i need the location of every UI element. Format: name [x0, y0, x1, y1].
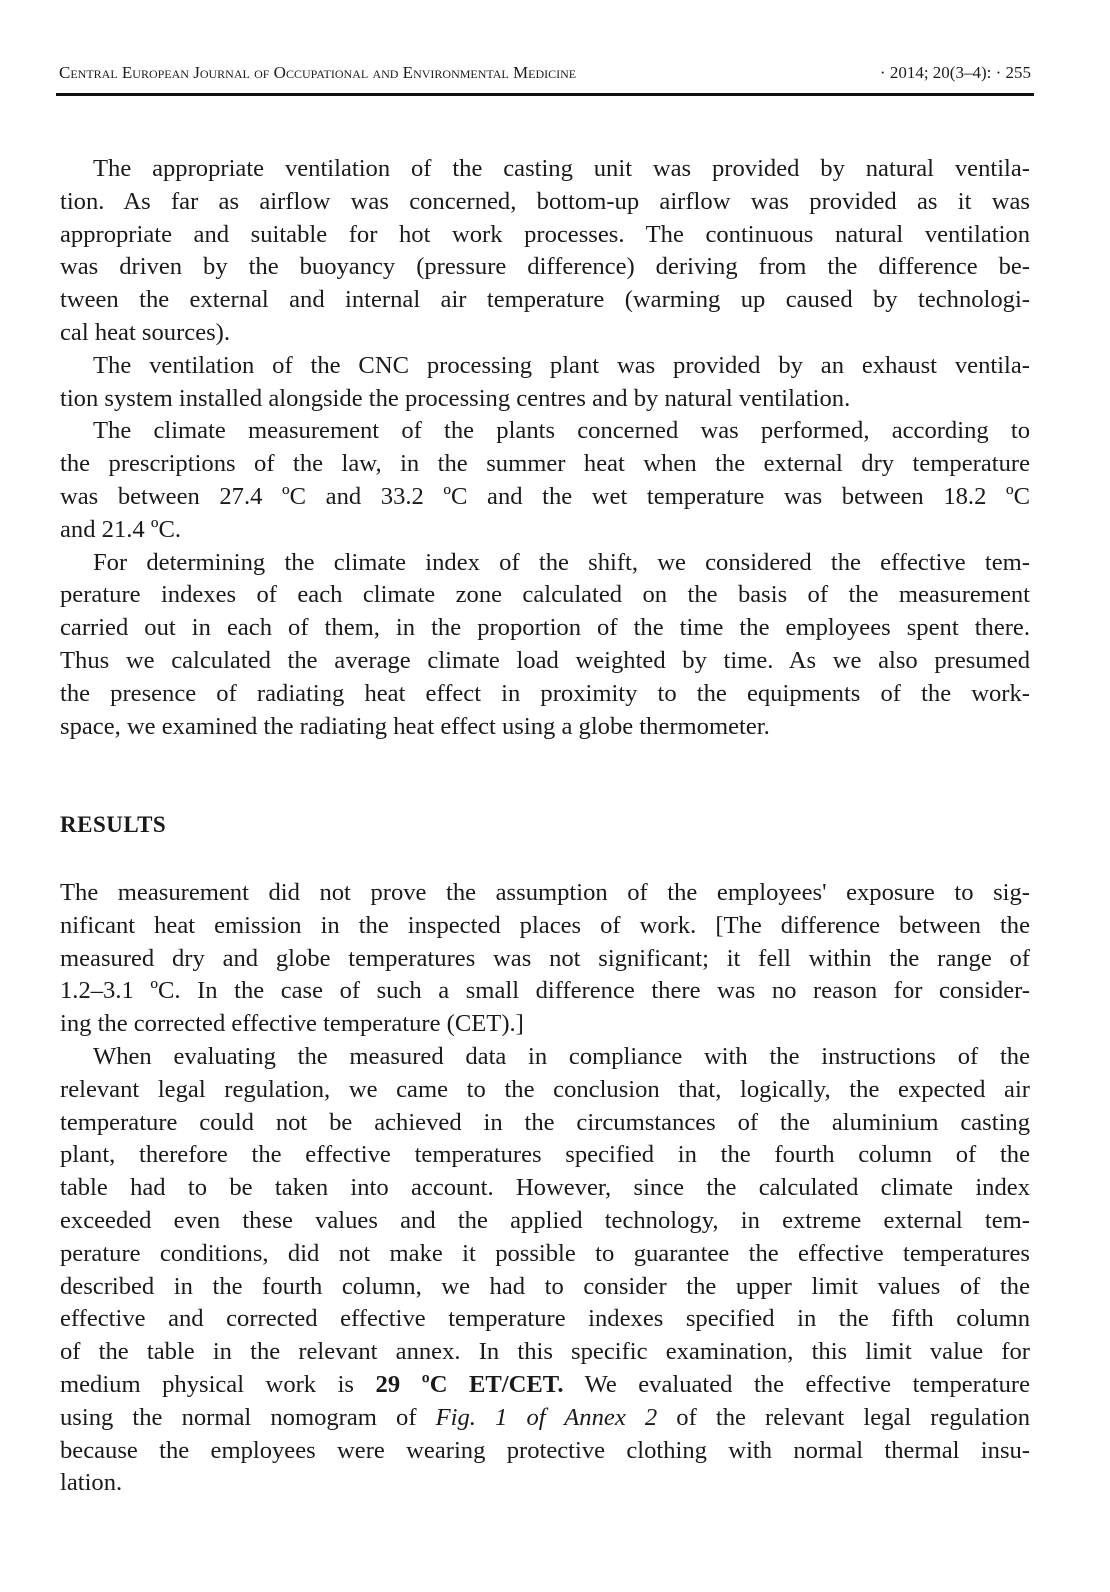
- text-line: carried out in each of them, in the proportion of the time the employees spent there.: [60, 614, 1030, 642]
- text-line: the prescriptions of the law, in the summer heat when the external dry temperature: [60, 450, 1030, 478]
- text-line: The measurement did not prove the assumption of the employees' exposure to sig-: [60, 879, 1030, 906]
- text-line: cal heat sources).: [60, 318, 231, 346]
- journal-title: Central European Journal of Occupational and Environmental Medicine: [59, 63, 577, 82]
- section-heading-results: RESULTS: [60, 812, 167, 837]
- text-line: plant, therefore the effective temperatures specified in the fourth column of the: [60, 1141, 1030, 1169]
- text-line: temperature could not be achieved in the circumstances of the aluminium casting: [60, 1108, 1030, 1136]
- text-line: perature indexes of each climate zone calculated on the basis of the measurement: [60, 581, 1030, 609]
- paragraph-climate-measurement: [60, 415, 1030, 546]
- paragraph-ventilation-casting: [60, 153, 1030, 350]
- text-line: The appropriate ventilation of the casting unit was provided by natural ventila-: [93, 155, 1030, 182]
- figure-reference: Fig. 1 of Annex 2: [435, 1403, 658, 1431]
- text-line: When evaluating the measured data in compliance with the instructions of the: [93, 1042, 1030, 1070]
- text-line: tween the external and internal air temperature (warming up caused by technologi-: [60, 286, 1030, 314]
- text-line: [60, 1369, 1030, 1402]
- text-line: was driven by the buoyancy (pressure difference) deriving from the difference be-: [60, 253, 1030, 281]
- text-line: described in the fourth column, we had to consider the upper limit values of the: [60, 1272, 1030, 1300]
- text-line: measured dry and globe temperatures was not significant; it fell within the range of: [60, 944, 1030, 972]
- text-line: The ventilation of the CNC processing plant was provided by an exhaust ventila-: [93, 351, 1030, 379]
- text-line: and 21.4 ºC.: [60, 515, 182, 543]
- text-line: tion. As far as airflow was concerned, bottom-up airflow was provided as it was: [60, 187, 1030, 215]
- text-line: [60, 1402, 1030, 1435]
- text-line: exceeded even these values and the applied technology, in extreme external tem-: [60, 1206, 1030, 1234]
- paragraph-evaluation: [60, 1041, 1030, 1500]
- text-line: the presence of radiating heat effect in proximity to the equipments of the work-: [60, 679, 1030, 707]
- text-line: appropriate and suitable for hot work processes. The continuous natural ventilation: [60, 220, 1030, 248]
- text-run: using the normal nomogram of: [60, 1403, 436, 1431]
- text-line: effective and corrected effective temperature indexes specified in the fifth column: [60, 1305, 1030, 1333]
- text-line: Thus we calculated the average climate load weighted by time. As we also presumed: [60, 646, 1030, 674]
- text-line: was between 27.4 ºC and 33.2 ºC and the wet temperature was between 18.2 ºC: [60, 482, 1030, 510]
- text-line: perature conditions, did not make it possible to guarantee the effective temperatures: [60, 1239, 1030, 1267]
- paragraph-heat-emission: [60, 877, 1030, 1041]
- text-line: For determining the climate index of the shift, we considered the effective tem-: [93, 548, 1030, 576]
- header-rule: [56, 93, 1034, 96]
- text-line: table had to be taken into account. However, since the calculated climate index: [60, 1174, 1030, 1202]
- results-section: [60, 877, 1030, 1500]
- methods-continuation: [60, 153, 1030, 743]
- text-line: space, we examined the radiating heat effect using a globe thermometer.: [60, 712, 770, 740]
- paragraph-climate-index: [60, 547, 1030, 744]
- text-line: of the table in the relevant annex. In this specific examination, this limit value for: [60, 1338, 1030, 1366]
- text-line: nificant heat emission in the inspected places of work. [The difference between the: [60, 911, 1030, 939]
- text-line: relevant legal regulation, we came to the conclusion that, logically, the expected air: [60, 1075, 1030, 1103]
- text-line: The climate measurement of the plants concerned was performed, according to: [93, 417, 1030, 445]
- text-line: lation.: [60, 1469, 123, 1497]
- running-header: [59, 60, 1031, 86]
- text-run: medium physical work is: [60, 1370, 376, 1398]
- text-line: 1.2–3.1 ºC. In the case of such a small difference there was no reason for consider-: [60, 977, 1030, 1005]
- text-line: tion system installed alongside the processing centres and by natural ventilation.: [60, 384, 851, 412]
- limit-value-emphasis: 29 ºC ET/CET.: [375, 1370, 564, 1398]
- text-line: ing the corrected effective temperature (CET).]: [60, 1010, 524, 1038]
- text-run: of the relevant legal regulation: [657, 1403, 1030, 1431]
- paragraph-ventilation-cnc: [60, 350, 1030, 416]
- text-line: because the employees were wearing protective clothing with normal thermal insu-: [60, 1436, 1030, 1464]
- issue-and-page-number: · 2014; 20(3–4): · 255: [879, 63, 1031, 82]
- text-run: We evaluated the effective temperature: [563, 1370, 1031, 1398]
